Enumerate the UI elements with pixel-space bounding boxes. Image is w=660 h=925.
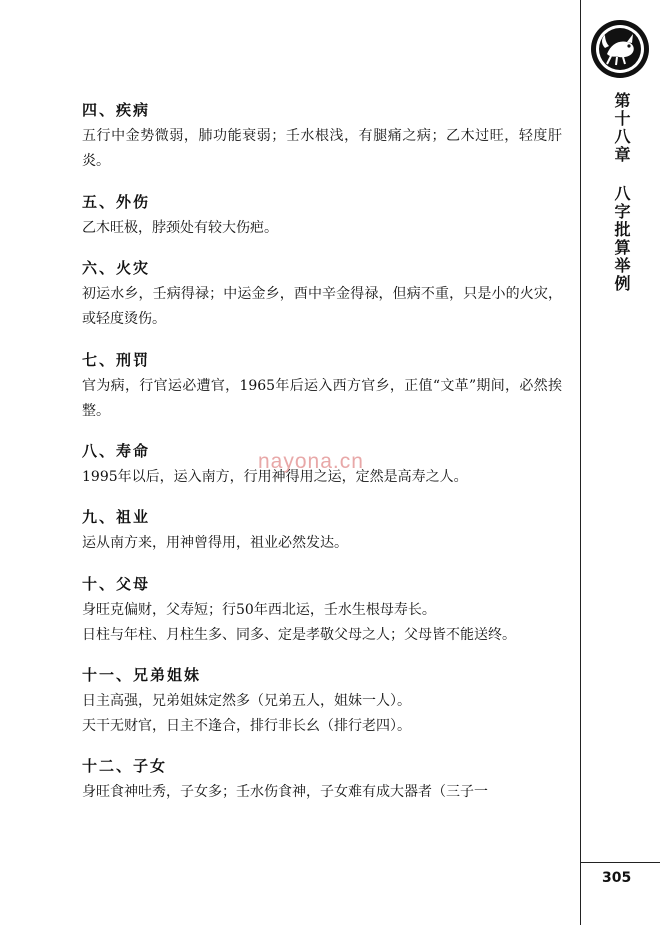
section-diseases [82, 96, 562, 174]
section-paragraph: 初运水乡，壬病得禄；中运金乡，酉中辛金得禄，但病不重，只是小的火灾，或轻度烫伤。 [82, 286, 562, 327]
footer-divider [581, 862, 660, 863]
section-parents [82, 570, 562, 648]
section-heading: 十、父母 [82, 575, 151, 593]
section-paragraph: 身旺克偏财，父寿短；行50年西北运，壬水生根母寿长。 [82, 602, 436, 618]
section-heading: 八、寿命 [82, 442, 151, 460]
chapter-emblem-icon [589, 18, 651, 80]
section-paragraph: 日主高强，兄弟姐妹定然多（兄弟五人，姐妹一人）。 [82, 693, 411, 709]
section-heading: 四、疾病 [82, 101, 151, 119]
section-siblings [82, 661, 562, 739]
section-paragraph: 运从南方来，用神曾得用，祖业必然发达。 [82, 535, 348, 551]
section-paragraph: 天干无财官，日主不逢合，排行非长幺（排行老四）。 [82, 718, 411, 734]
watermark: nayona.cn [258, 450, 364, 473]
section-heading: 七、刑罚 [82, 351, 151, 369]
section-children [82, 752, 562, 805]
section-paragraph: 1995年以后，运入南方，行用神得用之运，定然是高寿之人。 [82, 469, 468, 485]
chapter-title: 第十八章 八字批算举例 [612, 92, 631, 293]
section-ancestral-property [82, 503, 562, 556]
section-paragraph: 官为病，行官运必遭官，1965年后运入西方官乡，正值“文革”期间，必然挨整。 [82, 378, 562, 419]
section-heading: 五、外伤 [82, 193, 151, 211]
section-heading: 九、祖业 [82, 508, 151, 526]
section-paragraph: 身旺食神吐秀，子女多；壬水伤食神，子女难有成大器者（三子一 [82, 784, 488, 800]
section-heading: 六、火灾 [82, 259, 151, 277]
section-fire [82, 254, 562, 332]
section-injuries [82, 188, 562, 241]
section-paragraph: 日柱与年柱、月柱生多、同多、定是孝敬父母之人；父母皆不能送终。 [82, 627, 516, 643]
sidebar-divider [580, 0, 581, 925]
section-heading: 十一、兄弟姐妹 [82, 666, 202, 684]
page-number: 305 [602, 870, 632, 886]
section-paragraph: 乙木旺极，脖颈处有较大伤疤。 [82, 220, 278, 236]
section-heading: 十二、子女 [82, 757, 168, 775]
section-paragraph: 五行中金势微弱，肺功能衰弱；壬水根浅，有腿痛之病；乙木过旺，轻度肝炎。 [82, 128, 562, 169]
section-punishment [82, 346, 562, 424]
